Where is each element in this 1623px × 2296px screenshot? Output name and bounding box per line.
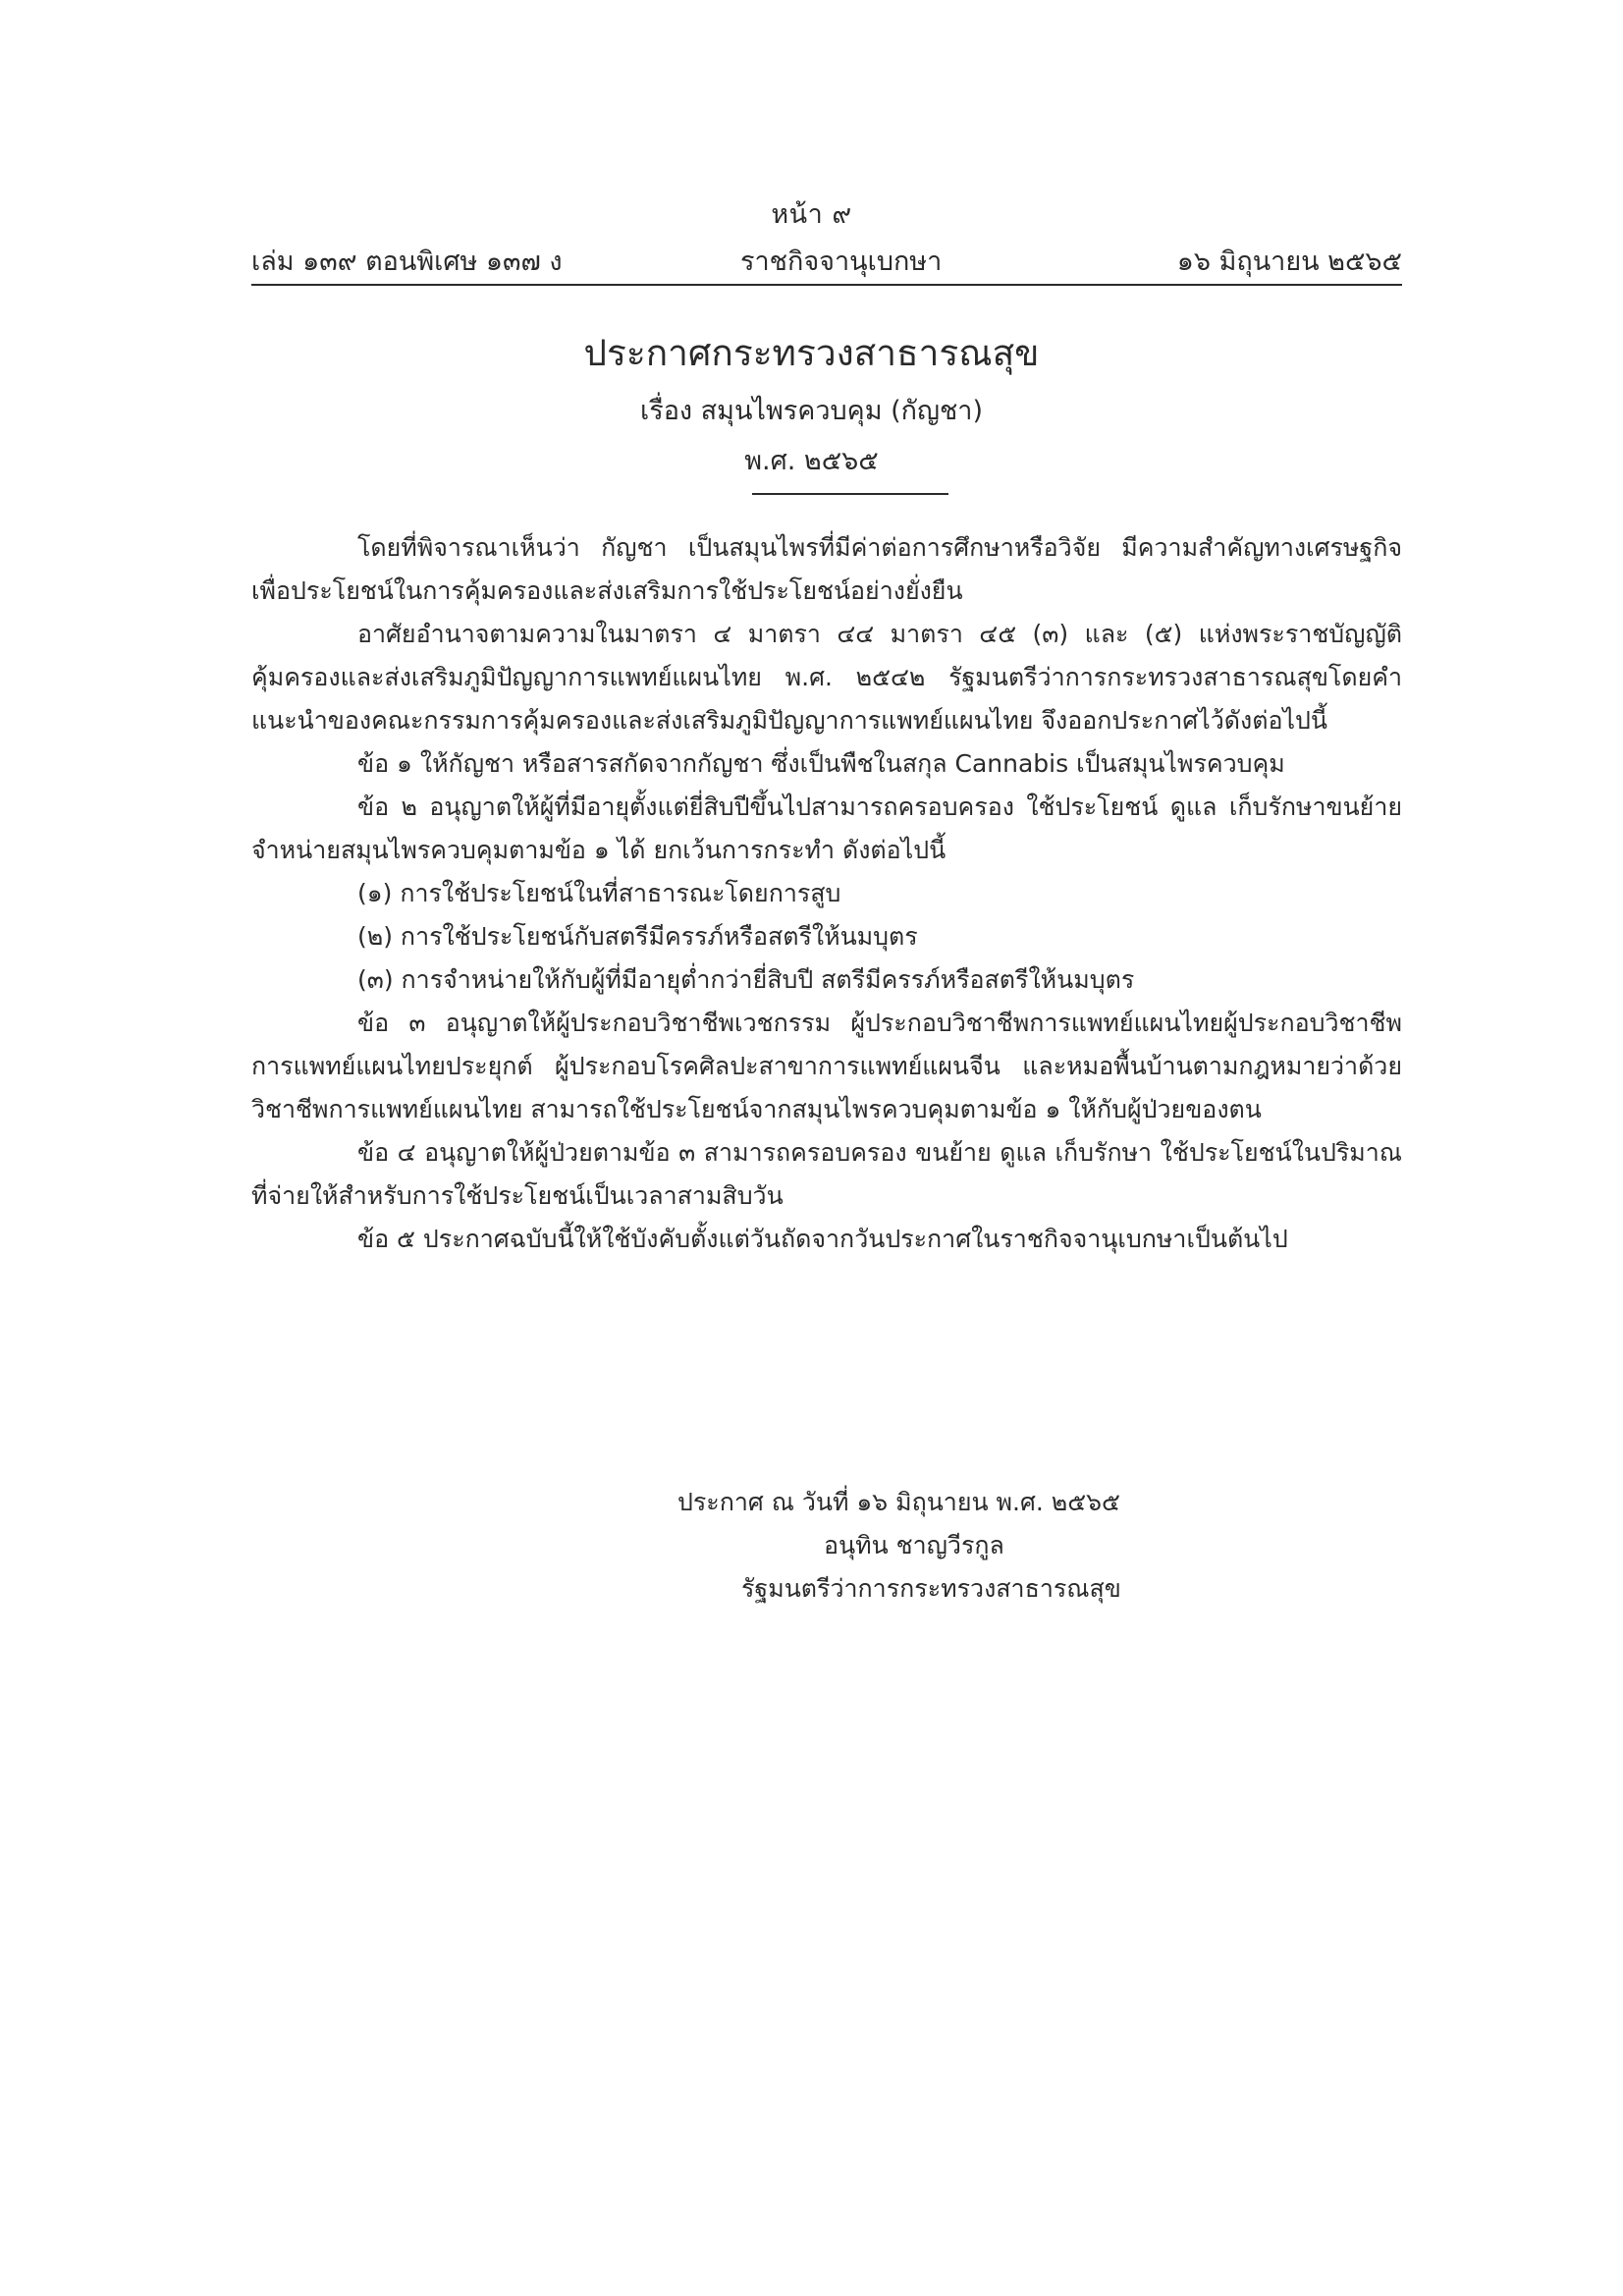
document-subject: เรื่อง สมุนไพรควบคุม (กัญชา): [639, 396, 984, 426]
volume-info: เล่ม ๑๓๙ ตอนพิเศษ ๑๓๗ ง: [251, 246, 563, 277]
publication-name: ราชกิจจานุเบกษา: [740, 246, 943, 277]
header-divider: [251, 284, 1402, 286]
signature-block: [677, 1481, 1306, 1611]
clause-3: ข้อ ๓ อนุญาตให้ผู้ประกอบวิชาชีพเวชกรรม ผู้ประกอบวิชาชีพการแพทย์แผนไทยผู้ประกอบวิชาชีพการแพทย์แผนไทยประยุกต์ ผู้ประกอบโรคศิลปะสาขาการแพทย์แผนจีน และหมอพื้นบ้านตามกฎหมายว่าด้วยวิชาชีพการแพทย์แผนไทย สามารถใช้ประโยชน์จากสมุนไพรควบคุมตามข้อ ๑ ให้กับผู้ป่วยของตน: [251, 1009, 1402, 1123]
exception-item: (๑) การใช้ประโยชน์ในที่สาธารณะโดยการสูบ: [357, 879, 841, 907]
publication-date: ๑๖ มิถุนายน ๒๕๖๕: [1176, 246, 1402, 277]
page-number: หน้า ๙: [771, 199, 852, 230]
gazette-header: [251, 240, 1402, 279]
clause-1: ข้อ ๑ ให้กัญชา หรือสารสกัดจากกัญชา ซึ่งเป็นพืชในสกุล Cannabis เป็นสมุนไพรควบคุม: [357, 749, 1285, 778]
announcement-date: ประกาศ ณ วันที่ ๑๖ มิถุนายน พ.ศ. ๒๕๖๕: [677, 1488, 1120, 1516]
document-body: [251, 526, 1402, 1261]
signatory-name: อนุทิน ชาญวีรกูล: [824, 1531, 1004, 1559]
clause-5: ข้อ ๕ ประกาศฉบับนี้ให้ใช้บังคับตั้งแต่วันถัดจากวันประกาศในราชกิจจานุเบกษาเป็นต้นไป: [357, 1225, 1288, 1253]
document-title: ประกาศกระทรวงสาธารณสุข: [583, 332, 1040, 374]
title-divider: [752, 493, 948, 495]
clause-4: ข้อ ๔ อนุญาตให้ผู้ป่วยตามข้อ ๓ สามารถครอบครอง ขนย้าย ดูแล เก็บรักษา ใช้ประโยชน์ในปริมาณที่จ่ายให้สำหรับการใช้ประโยชน์เป็นเวลาสามสิบวัน: [251, 1138, 1402, 1210]
clause-2: ข้อ ๒ อนุญาตให้ผู้ที่มีอายุตั้งแต่ยี่สิบปีขึ้นไปสามารถครอบครอง ใช้ประโยชน์ ดูแล เก็บรักษาขนย้าย จำหน่ายสมุนไพรควบคุมตามข้อ ๑ ได้ ยกเว้นการกระทำ ดังต่อไปนี้: [251, 793, 1402, 864]
document-year: พ.ศ. ๒๕๖๕: [744, 446, 879, 476]
exception-item: (๒) การใช้ประโยชน์กับสตรีมีครรภ์หรือสตรีให้นมบุตร: [357, 922, 918, 951]
authority-paragraph: อาศัยอำนาจตามความในมาตรา ๔ มาตรา ๔๔ มาตรา ๔๕ (๓) และ (๕) แห่งพระราชบัญญัติคุ้มครองและส่งเสริมภูมิปัญญาการแพทย์แผนไทย พ.ศ. ๒๕๔๒ รัฐมนตรีว่าการกระทรวงสาธารณสุขโดยคำแนะนำของคณะกรรมการคุ้มครองและส่งเสริมภูมิปัญญาการแพทย์แผนไทย จึงออกประกาศไว้ดังต่อไปนี้: [251, 620, 1402, 735]
signatory-position: รัฐมนตรีว่าการกระทรวงสาธารณสุข: [741, 1574, 1121, 1603]
preamble-paragraph: โดยที่พิจารณาเห็นว่า กัญชา เป็นสมุนไพรที่มีค่าต่อการศึกษาหรือวิจัย มีความสำคัญทางเศรษฐกิจ เพื่อประโยชน์ในการคุ้มครองและส่งเสริมการใช้ประโยชน์อย่างยั่งยืน: [251, 533, 1402, 605]
exception-item: (๓) การจำหน่ายให้กับผู้ที่มีอายุต่ำกว่ายี่สิบปี สตรีมีครรภ์หรือสตรีให้นมบุตร: [357, 965, 1135, 994]
